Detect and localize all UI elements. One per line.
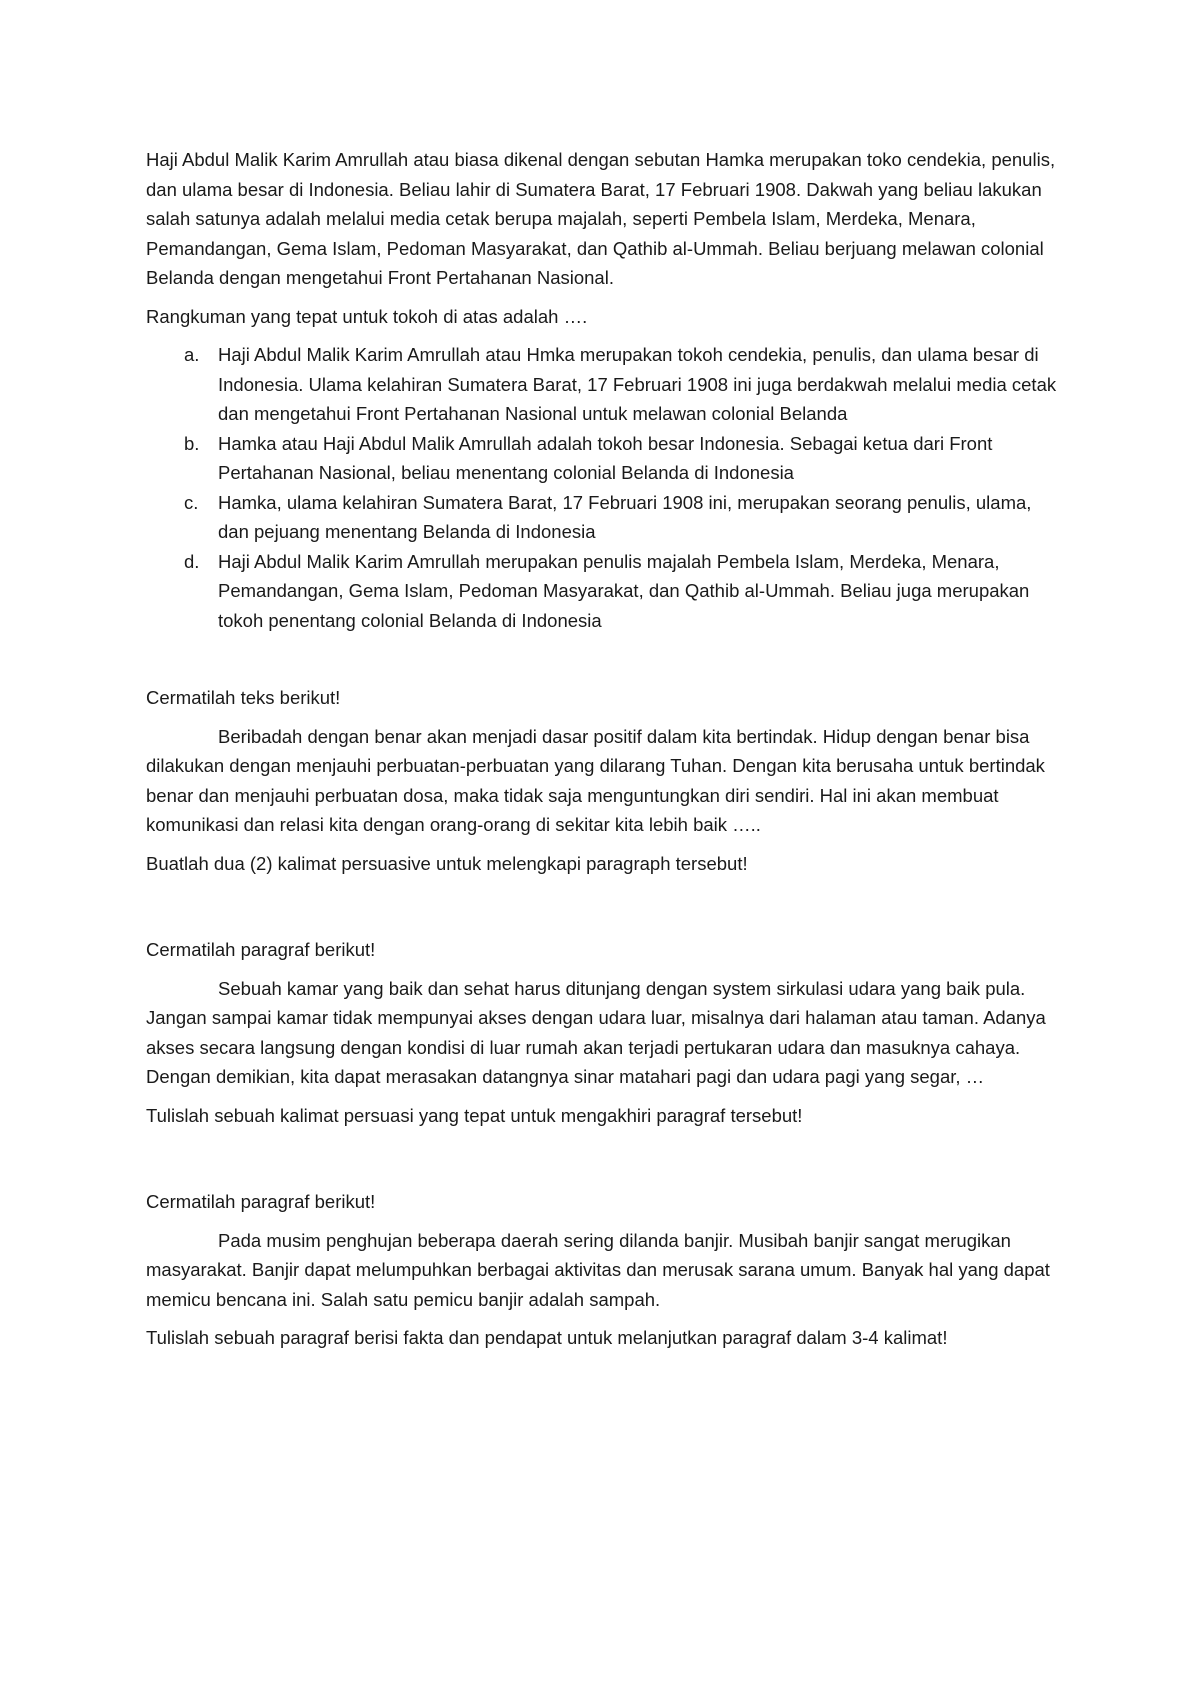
question-2-passage: Beribadah dengan benar akan menjadi dasar positif dalam kita bertindak. Hidup dengan benar bisa dilakukan dengan menjauhi perbuatan-perbuatan yang dilarang Tuhan. Dengan kita berusaha untuk bertindak benar dan menjauhi perbuatan dosa, maka tidak saja menguntungkan diri sendiri. Hal ini akan membuat komunikasi dan relasi kita dengan orang-orang di sekitar kita lebih baik ….. xyxy=(146,725,1045,835)
question-3-passage: Sebuah kamar yang baik dan sehat harus ditunjang dengan system sirkulasi udara yang baik pula. Jangan sampai kamar tidak mempunyai akses dengan udara luar, misalnya dari halaman atau taman. Adanya akses secara langsung dengan kondisi di luar rumah akan terjadi pertukaran udara dan masuknya cahaya. Dengan demikian, kita dapat merasakan datangnya sinar matahari pagi dan udara pagi yang segar, … xyxy=(146,977,1046,1087)
option-text: Hamka, ulama kelahiran Sumatera Barat, 17 Februari 1908 ini, merupakan seorang penulis, ulama, dan pejuang menentang Belanda di Indonesia xyxy=(218,491,1032,542)
option-letter: d. xyxy=(184,550,200,572)
question-4-passage: Pada musim penghujan beberapa daerah sering dilanda banjir. Musibah banjir sangat merugikan masyarakat. Banjir dapat melumpuhkan berbagai aktivitas dan merusak sarana umum. Banyak hal yang dapat memicu bencana ini. Salah satu pemicu banjir adalah sampah. xyxy=(146,1229,1050,1310)
question-2-instruction: Buatlah dua (2) kalimat persuasive untuk melengkapi paragraph tersebut! xyxy=(146,852,748,874)
answer-option-a xyxy=(146,340,1066,429)
option-letter: c. xyxy=(184,491,199,513)
section-spacer xyxy=(146,635,1066,683)
option-letter: a. xyxy=(184,344,200,365)
section-spacer xyxy=(146,887,1066,935)
document-body xyxy=(146,145,1066,1362)
answer-option-d xyxy=(146,547,1066,636)
question-3-heading: Cermatilah paragraf berikut! xyxy=(146,939,376,960)
answer-options xyxy=(146,340,1066,635)
question-1-prompt: Rangkuman yang tepat untuk tokoh di atas adalah …. xyxy=(146,305,588,327)
answer-option-c xyxy=(146,488,1066,547)
question-2 xyxy=(146,683,1066,878)
question-3 xyxy=(146,935,1066,1130)
answer-option-b xyxy=(146,429,1066,488)
section-spacer xyxy=(146,1139,1066,1187)
option-text: Haji Abdul Malik Karim Amrullah merupakan penulis majalah Pembela Islam, Merdeka, Menara, Pemandangan, Gema Islam, Pedoman Masyarakat, dan Qathib al-Ummah. Beliau juga merupakan tokoh penentang colonial Belanda di Indonesia xyxy=(218,550,1030,631)
question-3-instruction: Tulislah sebuah kalimat persuasi yang tepat untuk mengakhiri paragraf tersebut! xyxy=(146,1104,803,1126)
question-1-passage: Haji Abdul Malik Karim Amrullah atau biasa dikenal dengan sebutan Hamka merupakan toko cendekia, penulis, dan ulama besar di Indonesia. Beliau lahir di Sumatera Barat, 17 Februari 1908. Dakwah yang beliau lakukan salah satunya adalah melalui media cetak berupa majalah, seperti Pembela Islam, Merdeka, Menara, Pemandangan, Gema Islam, Pedoman Masyarakat, dan Qathib al-Ummah. Beliau berjuang melawan colonial Belanda dengan mengetahui Front Pertahanan Nasional. xyxy=(146,149,1056,288)
question-4-heading: Cermatilah paragraf berikut! xyxy=(146,1191,376,1212)
question-4-instruction: Tulislah sebuah paragraf berisi fakta dan pendapat untuk melanjutkan paragraf dalam 3-4 kalimat! xyxy=(146,1327,948,1348)
question-4 xyxy=(146,1187,1066,1353)
option-letter: b. xyxy=(184,432,200,454)
option-text: Haji Abdul Malik Karim Amrullah atau Hmka merupakan tokoh cendekia, penulis, dan ulama besar di Indonesia. Ulama kelahiran Sumatera Barat, 17 Februari 1908 ini juga berdakwah melalui media cetak dan mengetahui Front Pertahanan Nasional untuk melawan colonial Belanda xyxy=(218,344,1057,424)
question-2-heading: Cermatilah teks berikut! xyxy=(146,687,341,708)
option-text: Hamka atau Haji Abdul Malik Amrullah adalah tokoh besar Indonesia. Sebagai ketua dari Front Pertahanan Nasional, beliau menentang colonial Belanda di Indonesia xyxy=(218,432,993,483)
question-1 xyxy=(146,145,1066,635)
